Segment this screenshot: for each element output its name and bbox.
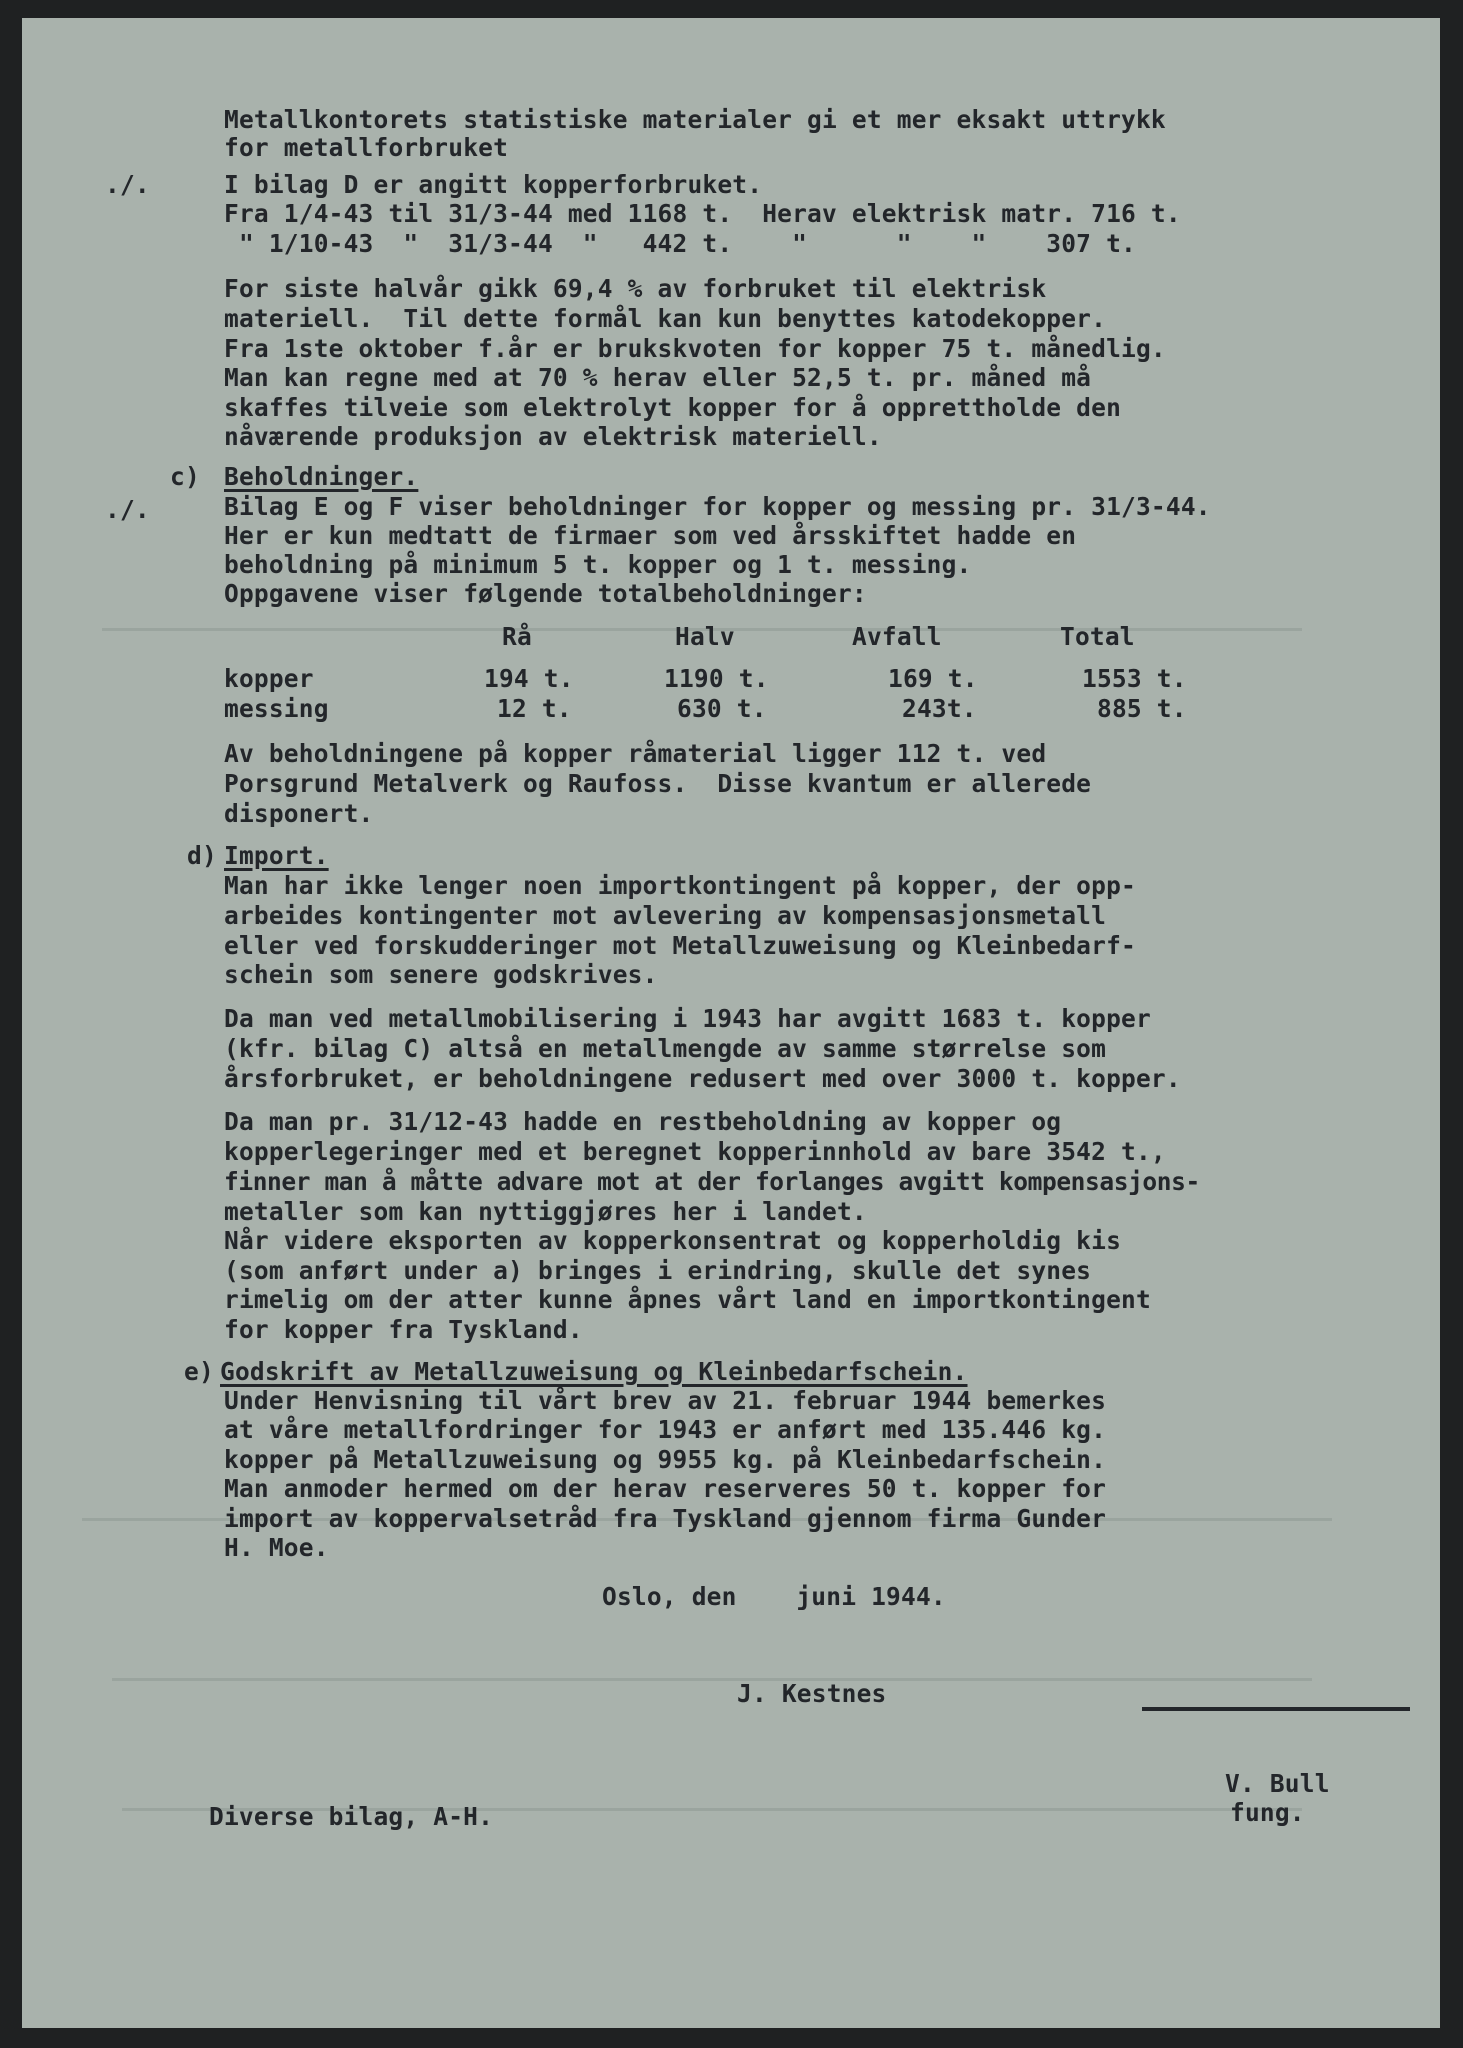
section-e-label: e) (184, 1357, 214, 1386)
table-cell: 885 t. (1097, 694, 1187, 723)
copper-line-1: I bilag D er angitt kopperforbruket. (224, 170, 763, 199)
section-c-line: Her er kun medtatt de firmaer som ved årsskiftet hadde en (224, 521, 1077, 550)
section-d-line: (kfr. bilag C) altså en metallmengde av samme størrelse som (224, 1034, 1107, 1063)
margin-mark: ./. (105, 495, 150, 524)
table-column-header: Total (1060, 622, 1135, 651)
document-page (22, 18, 1440, 2028)
section-c-after-line: Porsgrund Metalverk og Raufoss. Disse kvantum er allerede (224, 769, 1092, 798)
section-d-line: Man har ikke lenger noen importkontingent på kopper, der opp- (224, 871, 1136, 900)
section-d-line: Da man pr. 31/12-43 hadde en restbeholdning av kopper og (224, 1107, 1062, 1136)
section-c-line: beholdning på minimum 5 t. kopper og 1 t. messing. (224, 550, 972, 579)
signature-bull-title: fung. (1230, 1798, 1305, 1827)
table-cell: 1190 t. (664, 664, 769, 693)
section-c-after-line: Av beholdningene på kopper råmaterial ligger 112 t. ved (224, 739, 1047, 768)
margin-mark: ./. (105, 170, 150, 199)
copper-para-line: Fra 1ste oktober f.år er brukskvoten for kopper 75 t. månedlig. (224, 334, 1166, 363)
section-d-line: finner man å måtte advare mot at der forlanges avgitt kompensasjons- (224, 1167, 1200, 1196)
signature-bull-name: V. Bull (1225, 1769, 1330, 1798)
section-d-line: eller ved forskudderinger mot Metallzuweisung og Kleinbedarf- (224, 931, 1136, 960)
signature-line (1142, 1707, 1410, 1711)
section-e-line: at våre metallfordringer for 1943 er anført med 135.446 kg. (224, 1415, 1107, 1444)
section-e-line: Under Henvisning til vårt brev av 21. februar 1944 bemerkes (224, 1386, 1107, 1415)
section-e-heading: Godskrift av Metallzuweisung og Kleinbedarfschein. (220, 1357, 968, 1386)
section-d-line: årsforbruket, er beholdningene redusert med over 3000 t. kopper. (224, 1064, 1181, 1093)
table-cell: 243t. (902, 694, 977, 723)
attachments-note: Diverse bilag, A-H. (209, 1802, 494, 1831)
copper-para-line: For siste halvår gikk 69,4 % av forbruket til elektrisk (224, 274, 1047, 303)
signature-kestnes: J. Kestnes (737, 1679, 887, 1708)
section-e-line: kopper på Metallzuweisung og 9955 kg. på Kleinbedarfschein. (224, 1445, 1107, 1474)
dateline: Oslo, den juni 1944. (602, 1582, 946, 1611)
copper-line-2: Fra 1/4-43 til 31/3-44 med 1168 t. Herav elektrisk matr. 716 t. (224, 199, 1181, 228)
intro-line-1: Metallkontorets statistiske materialer gi et mer eksakt uttrykk (224, 105, 1166, 134)
section-d-line: kopperlegeringer med et beregnet kopperinnhold av bare 3542 t., (224, 1137, 1166, 1166)
section-c-line: Oppgavene viser følgende totalbeholdninger: (224, 579, 867, 608)
section-d-line: Da man ved metallmobilisering i 1943 har avgitt 1683 t. kopper (224, 1004, 1151, 1033)
section-d-line: Når videre eksporten av kopperkonsentrat og kopperholdig kis (224, 1226, 1122, 1255)
section-c-label: c) (170, 462, 200, 491)
copper-line-3: " 1/10-43 " 31/3-44 " 442 t. " " " 307 t. (224, 229, 1136, 258)
section-d-label: d) (187, 841, 217, 870)
section-c-line: Bilag E og F viser beholdninger for kopper og messing pr. 31/3-44. (224, 492, 1211, 521)
copper-para-line: materiell. Til dette formål kan kun benyttes katodekopper. (224, 304, 1107, 333)
section-d-line: rimelig om der atter kunne åpnes vårt land en importkontingent (224, 1285, 1151, 1314)
section-e-line: H. Moe. (224, 1533, 329, 1562)
section-e-line: import av koppervalsetråd fra Tyskland gjennom firma Gunder (224, 1504, 1107, 1533)
table-cell: 169 t. (888, 664, 978, 693)
table-column-header: Avfall (852, 622, 942, 651)
section-d-line: metaller som kan nyttiggjøres her i landet. (224, 1197, 867, 1226)
section-d-heading: Import. (224, 841, 329, 870)
table-row-label: kopper (224, 664, 314, 693)
table-column-header: Halv (675, 622, 735, 651)
section-e-line: Man anmoder hermed om der herav reserveres 50 t. kopper for (224, 1474, 1107, 1503)
copper-para-line: Man kan regne med at 70 % herav eller 52,5 t. pr. måned må (224, 363, 1092, 392)
table-cell: 630 t. (677, 694, 767, 723)
table-column-header: Rå (502, 622, 532, 651)
section-d-line: arbeides kontingenter mot avlevering av kompensasjonsmetall (224, 901, 1107, 930)
table-cell: 12 t. (497, 694, 572, 723)
copper-para-line: skaffes tilveie som elektrolyt kopper for å opprettholde den (224, 393, 1122, 422)
intro-line-2: for metallforbruket (224, 133, 509, 162)
table-cell: 194 t. (484, 664, 574, 693)
table-cell: 1553 t. (1082, 664, 1187, 693)
section-d-line: for kopper fra Tyskland. (224, 1315, 583, 1344)
section-d-line: schein som senere godskrives. (224, 960, 658, 989)
section-c-after-line: disponert. (224, 799, 374, 828)
section-c-heading: Beholdninger. (224, 462, 419, 491)
table-row-label: messing (224, 694, 329, 723)
section-d-line: (som anført under a) bringes i erindring, skulle det synes (224, 1256, 1092, 1285)
copper-para-line: nåværende produksjon av elektrisk materiell. (224, 422, 882, 451)
